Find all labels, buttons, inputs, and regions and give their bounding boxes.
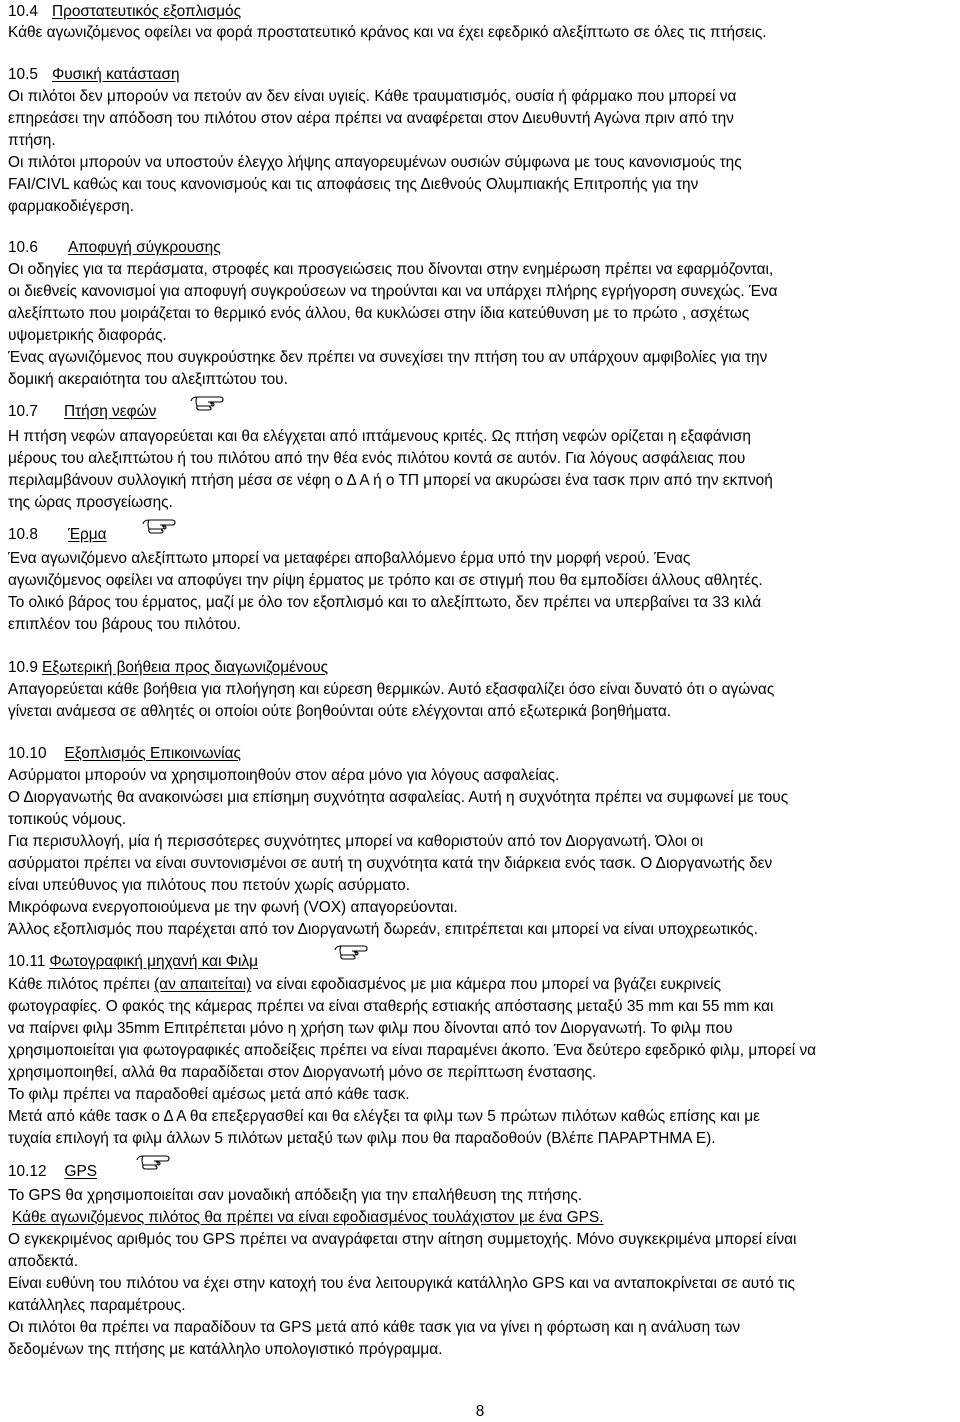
section-number: 10.8 <box>8 526 38 543</box>
section-number: 10.11 <box>8 953 46 970</box>
pointing-hand-icon <box>190 392 230 412</box>
paragraph-line: Το GPS θα χρησιμοποιείται σαν μοναδική απόδειξη για την επαλήθευση της πτήσης. <box>8 1187 583 1204</box>
paragraph-line: Ασύρματοι μπορούν να χρησιμοποιηθούν στον αέρα μόνο για λόγους ασφαλείας. <box>8 767 560 784</box>
section-number: 10.10 <box>8 745 47 762</box>
paragraph-line: Ο Διοργανωτής θα ανακοινώσει μια επίσημη συχνότητα ασφαλείας. Αυτή η συχνότητα πρέπει να συμφωνεί με τους <box>8 789 789 806</box>
section-10-11-heading <box>8 950 258 973</box>
paragraph-line: πτήση. <box>8 132 56 149</box>
paragraph-line: Ο εγκεκριμένος αριθμός του GPS πρέπει να αναγράφεται στην αίτηση συμμετοχής. Μόνο συγκεκριμένα μπορεί είναι <box>8 1231 797 1248</box>
paragraph-line: Το ολικό βάρος του έρματος, μαζί με όλο τον εξοπλισμό και το αλεξίπτωτο, δεν πρέπει να υπερβαίνει τα 33 κιλά <box>8 594 762 611</box>
pointing-hand-icon <box>142 515 182 535</box>
paragraph-line: Κάθε αγωνιζόμενος οφείλει να φορά προστατευτικό κράνος και να έχει εφεδρικό αλεξίπτωτο σε όλες τις πτήσεις. <box>8 24 767 41</box>
paragraph-line: Άλλος εξοπλισμός που παρέχεται από τον Διοργανωτή δωρεάν, επιτρέπεται και μπορεί να είναι υποχρεωτικός. <box>8 921 758 938</box>
document-page <box>8 0 956 1422</box>
section-number: 10.5 <box>8 66 38 83</box>
paragraph-line: αγωνιζόμενος οφείλει να αποφύγει την ρίψη έρματος με τρόπο και σε στιγμή που θα εμποδίσει άλλους αθλητές. <box>8 572 763 589</box>
pointing-hand-icon <box>136 1151 176 1171</box>
paragraph-line: δεδομένων της πτήσης με κατάλληλο υπολογιστικό πρόγραμμα. <box>8 1341 443 1358</box>
paragraph-line: Ένας αγωνιζόμενος που συγκρούστηκε δεν πρέπει να συνεχίσει την πτήση του αν υπάρχουν αμφιβολίες για την <box>8 349 768 366</box>
paragraph-line: Απαγορεύεται κάθε βοήθεια για πλοήγηση και εύρεση θερμικών. Αυτό εξασφαλίζει όσο είναι δυνατό ότι ο αγώνας <box>8 681 775 698</box>
section-number: 10.4 <box>8 3 38 20</box>
section-number: 10.6 <box>8 239 38 256</box>
section-title: Αποφυγή σύγκρουσης <box>67 239 221 256</box>
text-run: να είναι εφοδιασμένος με μια κάμερα που μπορεί να βγάζει ευκρινείς <box>251 976 722 993</box>
paragraph-line: οι διεθνείς κανονισμοί για αποφυγή συγκρούσεων να τηρούνται και να υπάρχει πλήρης εγρήγορση συνεχώς. Ένα <box>8 283 778 300</box>
paragraph-line: FAI/CIVL καθώς και τους κανονισμούς και τις αποφάσεις της Διεθνούς Ολυμπιακής Επιτροπής για την <box>8 176 699 193</box>
paragraph-line: ασύρματοι πρέπει να είναι συντονισμένοι σε αυτή τη συχνότητα κατά την διάρκεια ενός τασκ. Ο Διοργανωτής δεν <box>8 855 773 872</box>
section-10-8-heading <box>8 523 107 546</box>
section-10-6-heading <box>8 236 221 259</box>
paragraph-line: μέρους του αλεξιπτώτου ή του πιλότου από την θέα ενός πιλότου κοντά σε αυτόν. Για λόγους ασφάλειας που <box>8 450 746 467</box>
section-title: Πτήση νεφών <box>63 403 157 420</box>
paragraph-line: Μικρόφωνα ενεργοποιούμενα με την φωνή (VOX) απαγορεύονται. <box>8 899 458 916</box>
paragraph-line: Οι πιλότοι δεν μπορούν να πετούν αν δεν είναι υγιείς. Κάθε τραυματισμός, ουσία ή φάρμακο που μπορεί να <box>8 88 737 105</box>
section-10-4-heading <box>8 0 241 23</box>
paragraph-line: Για περισυλλογή, μία ή περισσότερες συχνότητες μπορεί να καθοριστούν από τον Διοργανωτή. Όλοι οι <box>8 833 704 850</box>
paragraph-line: γίνεται ανάμεσα σε αθλητές οι οποίοι ούτε βοηθούνται ούτε ελέγχονται από εξωτερικά βοηθήματα. <box>8 703 672 720</box>
paragraph-line: τοπικούς νόμους. <box>8 811 127 828</box>
section-number: 10.12 <box>8 1163 47 1180</box>
paragraph-line: επιπλέον του βάρους του πιλότου. <box>8 616 241 633</box>
paragraph-line: Ένα αγωνιζόμενο αλεξίπτωτο μπορεί να μεταφέρει αποβαλλόμενο έρμα υπό την μορφή νερού. Ένας <box>8 550 691 567</box>
paragraph-line <box>12 1206 604 1229</box>
paragraph-line: υψομετρικής διαφοράς. <box>8 327 167 344</box>
underlined-text-run: Κάθε αγωνιζόμενος πιλότος θα πρέπει να είναι εφοδιασμένος τουλάχιστον με ένα GPS. <box>12 1209 604 1226</box>
section-10-9-heading <box>8 656 328 679</box>
section-number: 10.9 <box>8 659 38 676</box>
section-title: GPS <box>64 1163 98 1180</box>
section-title: Προστατευτικός εξοπλισμός <box>51 3 242 20</box>
pointing-hand-icon <box>334 941 374 961</box>
paragraph-line: Οι πιλότοι μπορούν να υποστούν έλεγχο λήψης απαγορευμένων ουσιών σύμφωνα με τους κανονισμούς της <box>8 154 742 171</box>
paragraph-line: Οι πιλότοι θα πρέπει να παραδίδουν τα GPS μετά από κάθε τασκ για να γίνει η φόρτωση και η ανάλυση των <box>8 1319 741 1336</box>
section-10-12-heading <box>8 1160 97 1183</box>
paragraph-line: χρησιμοποιηθεί, αλλά θα παραδίδεται στον Διοργανωτή μόνο σε περίπτωση ένστασης. <box>8 1064 597 1081</box>
section-number: 10.7 <box>8 403 38 420</box>
section-title: Φωτογραφική μηχανή και Φιλμ <box>49 953 259 970</box>
paragraph-line: της ώρας προσγείωσης. <box>8 494 173 511</box>
paragraph-line: κατάλληλες παραμέτρους. <box>8 1297 186 1314</box>
paragraph-line: Η πτήση νεφών απαγορεύεται και θα ελέγχεται από ιπτάμενους κριτές. Ως πτήση νεφών ορίζεται η εξαφάνιση <box>8 428 751 445</box>
paragraph-line: φαρμακοδιέγερση. <box>8 198 134 215</box>
section-title: Φυσική κατάσταση <box>51 66 180 83</box>
section-10-7-heading <box>8 400 156 423</box>
paragraph-line: δομική ακεραιότητα του αλεξιπτώτου του. <box>8 371 288 388</box>
paragraph-line: αλεξίπτωτο που μοιράζεται το θερμικό ενός άλλου, θα κυκλώσει στην ίδια κατεύθυνση με το πρώτο , ασχέτως <box>8 305 750 322</box>
paragraph-line: Οι οδηγίες για τα περάσματα, στροφές και προσγειώσεις που δίνονται στην ενημέρωση πρέπει να εφαρμόζονται, <box>8 261 774 278</box>
paragraph-line: Το φιλμ πρέπει να παραδοθεί αμέσως μετά από κάθε τασκ. <box>8 1086 410 1103</box>
section-title: Εξοπλισμός Επικοινωνίας <box>64 745 241 762</box>
page-number: 8 <box>475 1403 485 1420</box>
section-title: Εξωτερική βοήθεια προς διαγωνιζομένους <box>41 659 329 676</box>
paragraph-line: φωτογραφίες. Ο φακός της κάμερας πρέπει να είναι σταθερής εστιακής απόστασης μεταξύ 35 mm και 55 mm και <box>8 998 774 1015</box>
section-title: Έρμα <box>67 526 107 543</box>
underlined-text-run: (αν απαιτείται) <box>154 976 252 993</box>
paragraph-line: περιλαμβάνουν συλλογική πτήση μέσα σε νέφη ο Δ Α ή ο ΤΠ μπορεί να ακυρώσει ένα τασκ πριν από την εκπνοή <box>8 472 773 489</box>
paragraph-line: να παίρνει φιλμ 35mm Επιτρέπεται μόνο η χρήση των φιλμ που δίνονται από τον Διοργανωτή. Το φιλμ που <box>8 1020 733 1037</box>
paragraph-line: είναι υπεύθυνος για πιλότους που πετούν χωρίς ασύρματο. <box>8 877 410 894</box>
paragraph-line: τυχαία επιλογή τα φιλμ άλλων 5 πιλότων μεταξύ των φιλμ που θα παραδοθούν (Βλέπε ΠΑΡΑΡΤΗΜΑ Ε). <box>8 1130 716 1147</box>
paragraph-line: Είναι ευθύνη του πιλότου να έχει στην κατοχή του ένα λειτουργικά κατάλληλο GPS και να ανταποκρίνεται σε αυτό τις <box>8 1275 795 1292</box>
paragraph-line: χρησιμοποιείται για φωτογραφικές αποδείξεις πρέπει να είναι παραμένει άκοπο. Ένα δεύτερο εφεδρικό φιλμ, μπορεί να <box>8 1042 817 1059</box>
paragraph-line <box>8 973 721 996</box>
text-run: Κάθε πιλότος πρέπει <box>8 976 155 993</box>
paragraph-line: αποδεκτά. <box>8 1253 79 1270</box>
paragraph-line: επηρεάσει την απόδοση του πιλότου στον αέρα πρέπει να αναφέρεται στον Διευθυντή Αγώνα πριν από την <box>8 110 734 127</box>
section-10-5-heading <box>8 63 180 86</box>
section-10-10-heading <box>8 742 241 765</box>
paragraph-line: Μετά από κάθε τασκ ο Δ Α θα επεξεργασθεί και θα ελέγξει τα φιλμ των 5 πρώτων πιλότων καθώς επίσης και με <box>8 1108 760 1125</box>
